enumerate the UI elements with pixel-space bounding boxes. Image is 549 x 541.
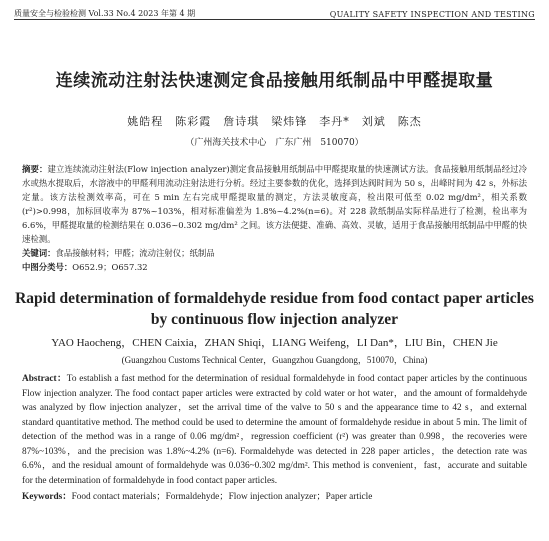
chinese-title: 连续流动注射法快速测定食品接触用纸制品中甲醛提取量 [55, 71, 494, 91]
english-affiliation: (Guangzhou Customs Technical Center，Guangzhou Guangdong，510070，China) [121, 355, 428, 365]
chinese-keywords-label: 关键词： [22, 248, 56, 258]
english-keywords [22, 490, 527, 504]
english-abstract-text: To establish a fast method for the determination of residual formaldehyde in food contact paper articles by the continuous Flow injection analyzer. The food contact paper articles were extracted by cold water or hot water，and the amount of formaldehyde was analyzed by flow injection analyzer，set the arrival time of the valve to 50 s and the appearance time to 42 s，and external standard quantitative method. The method could be used to determine the amount of formaldehyde residue in about 5 min. The limit of detection of the method was in a range of 0.06 mg/dm²，regression coefficient (r²) was greater than 0.998，the recoveries were 87%~103%，and the precision was 1.8%~4.2% (n=6). Formaldehyde was detected in 228 paper articles，the detection rate was 6.6%，and the residual amount of formaldehyde was 0.036~0.302 mg/dm². This method is convenient，fast，accurate and suitable for the determination of formaldehyde in food contact paper articles. [22, 374, 527, 486]
journal-info: 质量安全与检验检测 Vol.33 No.4 2023 年第 4 期 [14, 9, 196, 18]
english-title: Rapid determination of formaldehyde residue from food contact paper articles by continuous flow injection analyzer [15, 290, 534, 328]
chinese-abstract-text: 建立连续流动注射法(Flow injection analyzer)测定食品接触用纸制品中甲醛提取量的快速测试方法。食品接触用纸制品经过冷水或热水提取后，水溶液中的甲醛利用流动注射法进行分析。经过主要参数的优化，选择到达阀时间为 50 s，出峰时间为 42 s，外标法定量。该方法检测效率高，可在 5 min 左右完成甲醛提取量的测定，方法灵敏度高，检出限可低至 0.02 mg/dm²，相关系数(r²)>0.998，加标回收率为 87%~103%，相对标准偏差为 1.8%~4.2%(n=6)。对 228 款纸制品实际样品进行了检测，检出率为 6.6%，甲醛提取量的检测结果在 0.036~0.302 mg/dm² 之间。该方法便捷、准确、高效、灵敏，适用于食品接触用纸制品中甲醛的快速检测。 [22, 164, 527, 244]
running-header [14, 0, 535, 20]
journal-name: QUALITY SAFETY INSPECTION AND TESTING [329, 10, 535, 19]
english-abstract-label: Abstract： [22, 374, 67, 384]
chinese-keywords-text: 食品接触材料；甲醛；流动注射仪；纸制品 [55, 248, 215, 258]
english-keywords-label: Keywords： [22, 492, 72, 502]
chinese-keywords [22, 246, 527, 260]
clc-number [22, 260, 527, 274]
english-authors: YAO Haocheng，CHEN Caixia，ZHAN Shiqi，LIANG Weifeng，LI Dan*，LIU Bin，CHEN Jie [51, 337, 498, 349]
chinese-authors: 姚皓程 陈彩霞 詹诗琪 梁炜锋 李丹* 刘斌 陈杰 [127, 115, 422, 128]
english-keywords-text: Food contact materials；Formaldehyde；Flow injection analyzer；Paper article [71, 492, 373, 502]
chinese-affiliation: （广州海关技术中心 广东广州 510070） [185, 138, 364, 148]
chinese-abstract-label: 摘要： [22, 164, 48, 174]
chinese-abstract [22, 162, 527, 246]
clc-label: 中图分类号： [22, 262, 73, 272]
clc-text: O652.9；O657.32 [72, 262, 148, 272]
english-abstract [22, 372, 527, 488]
